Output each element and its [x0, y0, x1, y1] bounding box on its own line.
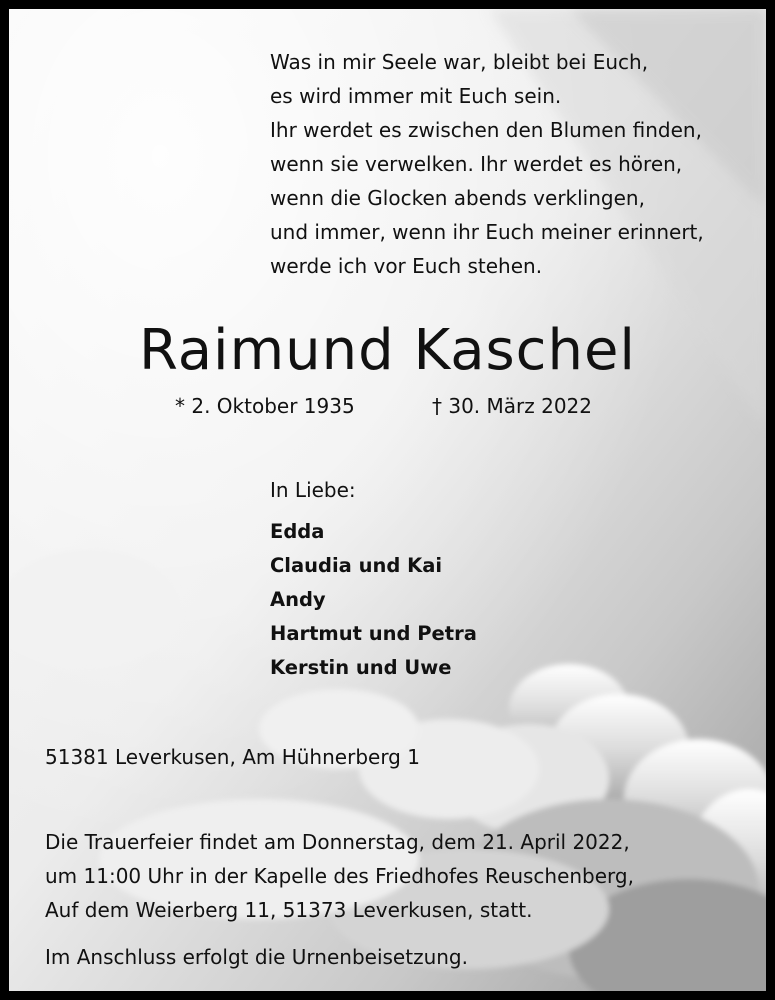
- poem-line: werde ich vor Euch stehen.: [270, 254, 543, 278]
- mourners-intro: In Liebe:: [270, 478, 356, 502]
- mourner-name: Hartmut und Petra: [270, 622, 477, 645]
- poem-line: und immer, wenn ihr Euch meiner erinnert,: [270, 220, 704, 244]
- burial-note: Im Anschluss erfolgt die Urnenbeisetzung.: [45, 945, 468, 969]
- deceased-name: Raimund Kaschel: [139, 318, 636, 383]
- mourner-address: 51381 Leverkusen, Am Hühnerberg 1: [45, 745, 420, 769]
- mourner-name: Claudia und Kai: [270, 554, 443, 577]
- mourner-name: Edda: [270, 520, 325, 543]
- funeral-line: um 11:00 Uhr in der Kapelle des Friedhofes Reuschenberg,: [45, 864, 634, 888]
- funeral-line: Auf dem Weierberg 11, 51373 Leverkusen, statt.: [45, 898, 533, 922]
- poem-line: wenn die Glocken abends verklingen,: [270, 186, 645, 210]
- poem-verse: [270, 45, 704, 283]
- mourner-name: Kerstin und Uwe: [270, 656, 452, 679]
- death-date: † 30. März 2022: [432, 394, 593, 418]
- poem-line: Ihr werdet es zwischen den Blumen finden,: [270, 118, 702, 142]
- mourners-list: [270, 515, 477, 685]
- mourner-name: Andy: [270, 588, 326, 611]
- funeral-details: [45, 825, 634, 927]
- poem-line: Was in mir Seele war, bleibt bei Euch,: [270, 50, 649, 74]
- funeral-line: Die Trauerfeier findet am Donnerstag, dem 21. April 2022,: [45, 830, 630, 854]
- poem-line: wenn sie verwelken. Ihr werdet es hören,: [270, 152, 683, 176]
- birth-date: * 2. Oktober 1935: [175, 394, 355, 418]
- poem-line: es wird immer mit Euch sein.: [270, 84, 562, 108]
